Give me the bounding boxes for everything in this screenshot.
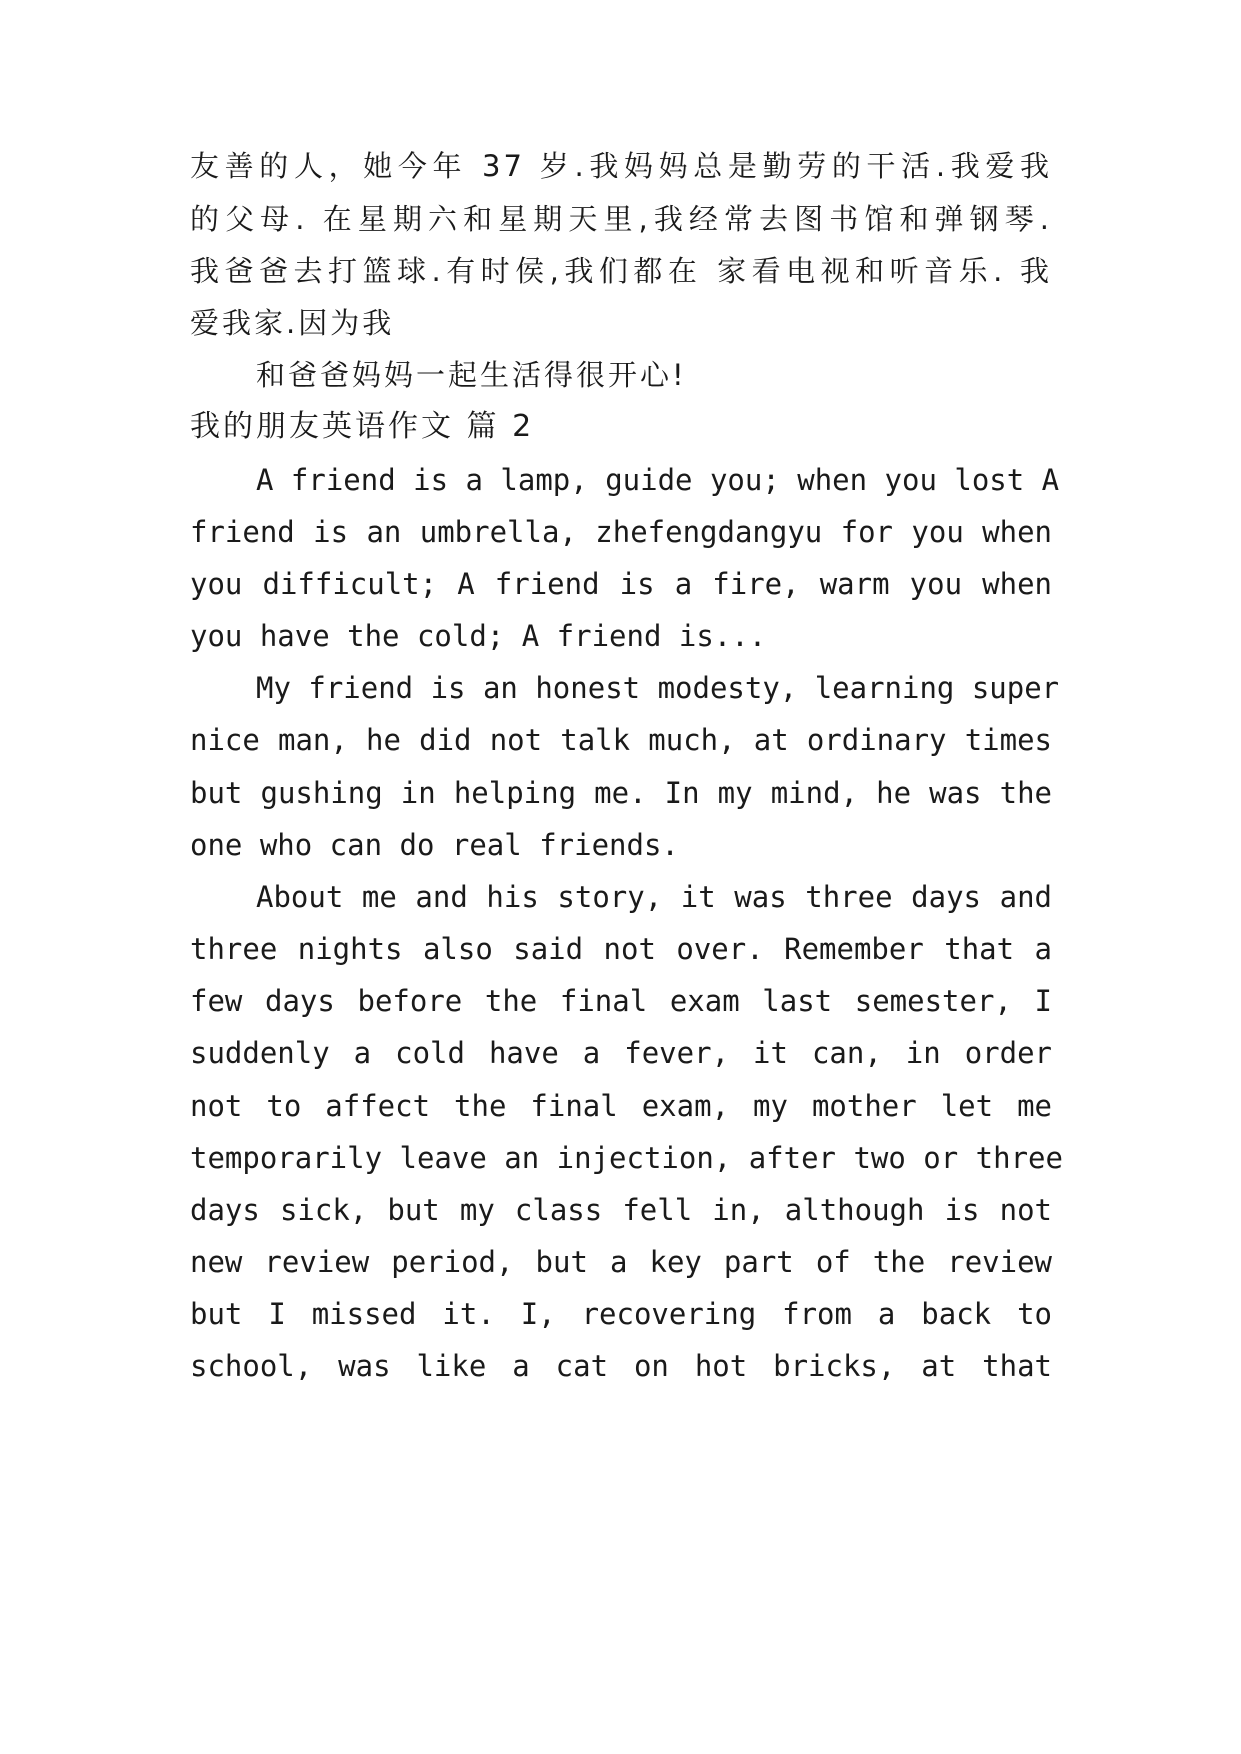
text-line: A friend is a lamp, guide you; when you lost A [256,463,1060,497]
text-line: 爱我家.因为我 [190,306,395,340]
text-line: not to affect the final exam, my mother let me [190,1089,1052,1123]
text-line: 我爸爸去打篮球.有时侯,我们都在 家看电视和听音乐. 我 [190,254,1052,288]
text-line: but gushing in helping me. In my mind, he was the [190,776,1052,810]
text-line: suddenly a cold have a fever, it can, in order [190,1036,1052,1070]
text-line: 和爸爸妈妈一起生活得很开心! [256,358,687,392]
text-line: nice man, he did not talk much, at ordinary times [190,723,1052,757]
text-line: three nights also said not over. Remember that a [190,932,1052,966]
text-line: About me and his story, it was three days and [256,880,1052,914]
text-line: My friend is an honest modesty, learning super [256,671,1060,705]
text-line: you difficult; A friend is a fire, warm you when [190,567,1052,601]
section-heading: 我的朋友英语作文 篇 2 [190,409,535,444]
text-line: friend is an umbrella, zhefengdangyu for you when [190,515,1052,549]
text-line: days sick, but my class fell in, although is not [190,1193,1052,1227]
text-line: 友善的人，她今年 37 岁.我妈妈总是勤劳的干活.我爱我 [190,149,1052,183]
text-line: 的父母. 在星期六和星期天里,我经常去图书馆和弹钢琴. [190,202,1052,236]
text-line: but I missed it. I, recovering from a back to [190,1297,1052,1331]
text-line: you have the cold; A friend is... [190,619,767,653]
text-line: few days before the final exam last semester, I [190,984,1052,1018]
text-line: one who can do real friends. [190,828,679,862]
text-line: temporarily leave an injection, after two or three [190,1141,1063,1175]
text-line: new review period, but a key part of the review [190,1245,1052,1279]
text-line: school, was like a cat on hot bricks, at that [190,1349,1052,1383]
